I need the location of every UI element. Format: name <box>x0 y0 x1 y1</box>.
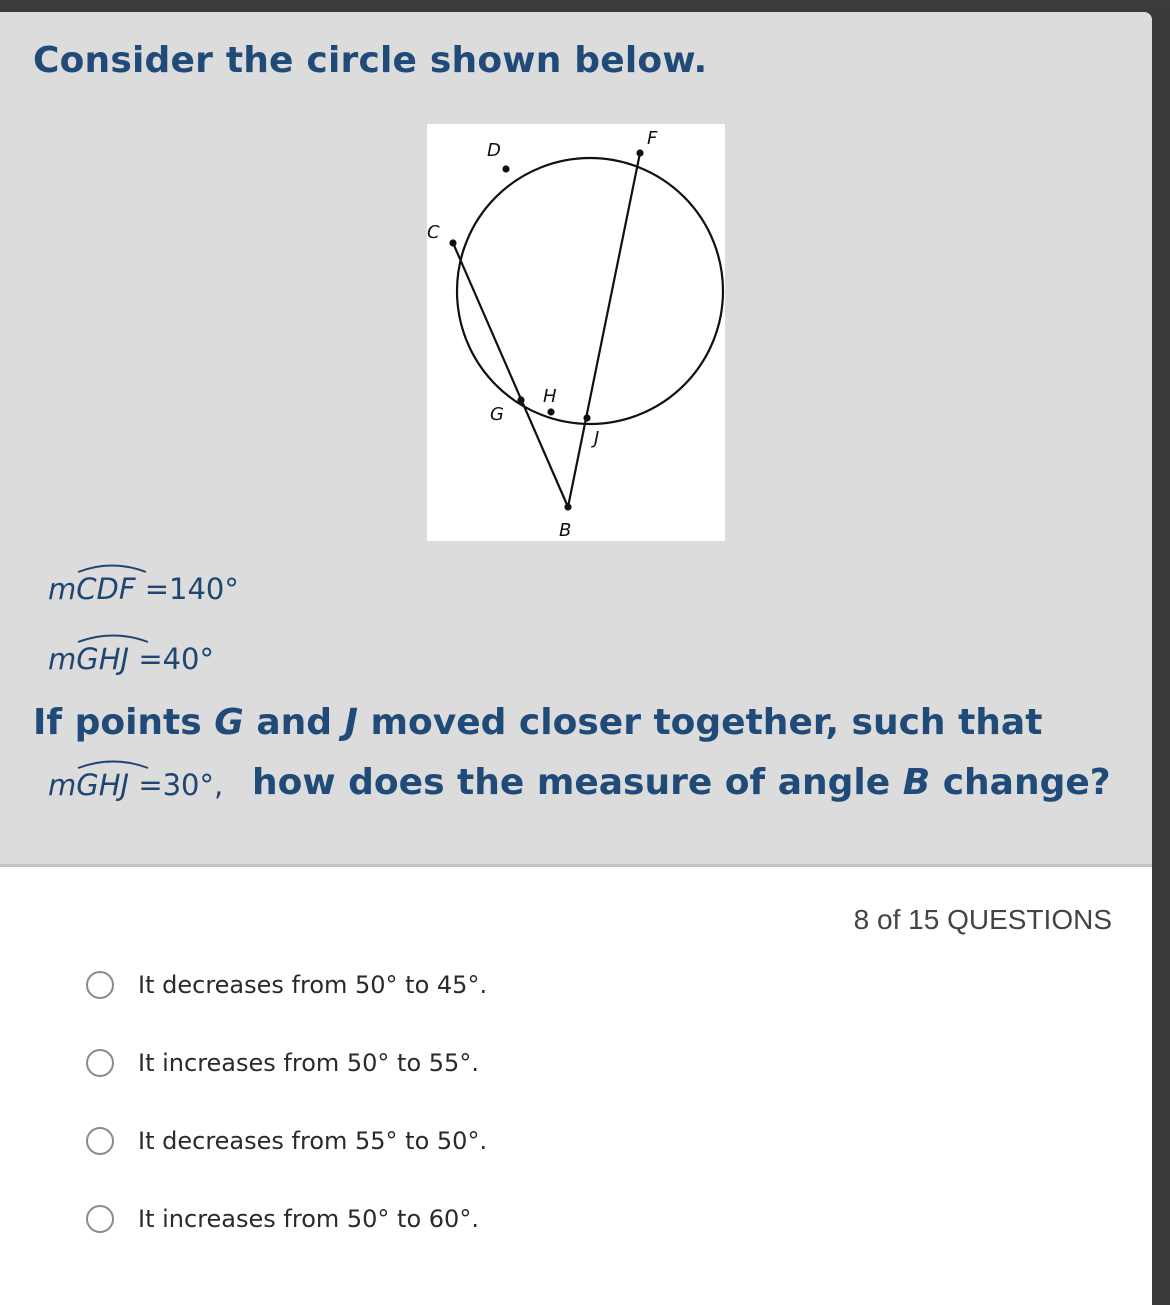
point-g <box>517 396 524 403</box>
point-h <box>547 408 554 415</box>
given-arc-cdf <box>48 572 239 606</box>
top-bar <box>0 0 1170 12</box>
question-card <box>0 12 1152 1305</box>
arc-value: =40° <box>138 642 215 676</box>
answer-options <box>86 962 487 1274</box>
given-arc-ghj <box>48 642 214 676</box>
label-h: H <box>543 386 557 407</box>
arc-name: GHJ <box>76 768 129 802</box>
arc-mark-icon <box>76 563 148 573</box>
arc-value: =140° <box>144 572 239 606</box>
point-b <box>564 503 571 510</box>
answer-option-1[interactable] <box>86 962 487 1008</box>
arc-name: GHJ <box>76 642 129 676</box>
arc-mark-icon <box>76 633 150 643</box>
label-j: J <box>594 428 600 449</box>
point-f <box>636 149 643 156</box>
secant-fb <box>568 153 640 507</box>
radio-button-icon[interactable] <box>86 1049 114 1077</box>
answer-label: It increases from 50° to 60°. <box>138 1205 479 1233</box>
label-f: F <box>647 128 658 149</box>
radio-button-icon[interactable] <box>86 971 114 999</box>
answer-label: It increases from 50° to 55°. <box>138 1049 479 1077</box>
answer-option-3[interactable] <box>86 1118 487 1164</box>
circle <box>457 158 723 424</box>
point-c <box>449 239 456 246</box>
prompt-arc-ghj <box>48 768 223 802</box>
circle-figure <box>427 124 725 541</box>
circle-diagram <box>427 124 725 541</box>
answer-option-2[interactable] <box>86 1040 487 1086</box>
radio-button-icon[interactable] <box>86 1127 114 1155</box>
measure-m: m <box>48 572 77 606</box>
arc-value: =30°, <box>138 768 224 802</box>
answer-option-4[interactable] <box>86 1196 487 1242</box>
point-j <box>583 414 590 421</box>
prompt-line-1: If points G and J moved closer together, such that <box>33 702 1043 743</box>
secant-cb <box>453 243 568 507</box>
question-counter: 8 of 15 QUESTIONS <box>853 904 1112 935</box>
label-d: D <box>487 140 501 161</box>
question-panel <box>0 12 1152 867</box>
answer-label: It decreases from 50° to 45°. <box>138 971 488 999</box>
arc-name: CDF <box>76 572 135 606</box>
label-g: G <box>490 404 504 425</box>
prompt-line-2: how does the measure of angle B change? <box>252 762 1111 803</box>
measure-m: m <box>48 768 77 802</box>
question-heading: Consider the circle shown below. <box>33 40 708 81</box>
point-d <box>502 165 509 172</box>
measure-m: m <box>48 642 77 676</box>
answer-label: It decreases from 55° to 50°. <box>138 1127 488 1155</box>
radio-button-icon[interactable] <box>86 1205 114 1233</box>
arc-mark-icon <box>76 759 150 769</box>
label-c: C <box>427 222 440 243</box>
label-b: B <box>559 520 572 541</box>
